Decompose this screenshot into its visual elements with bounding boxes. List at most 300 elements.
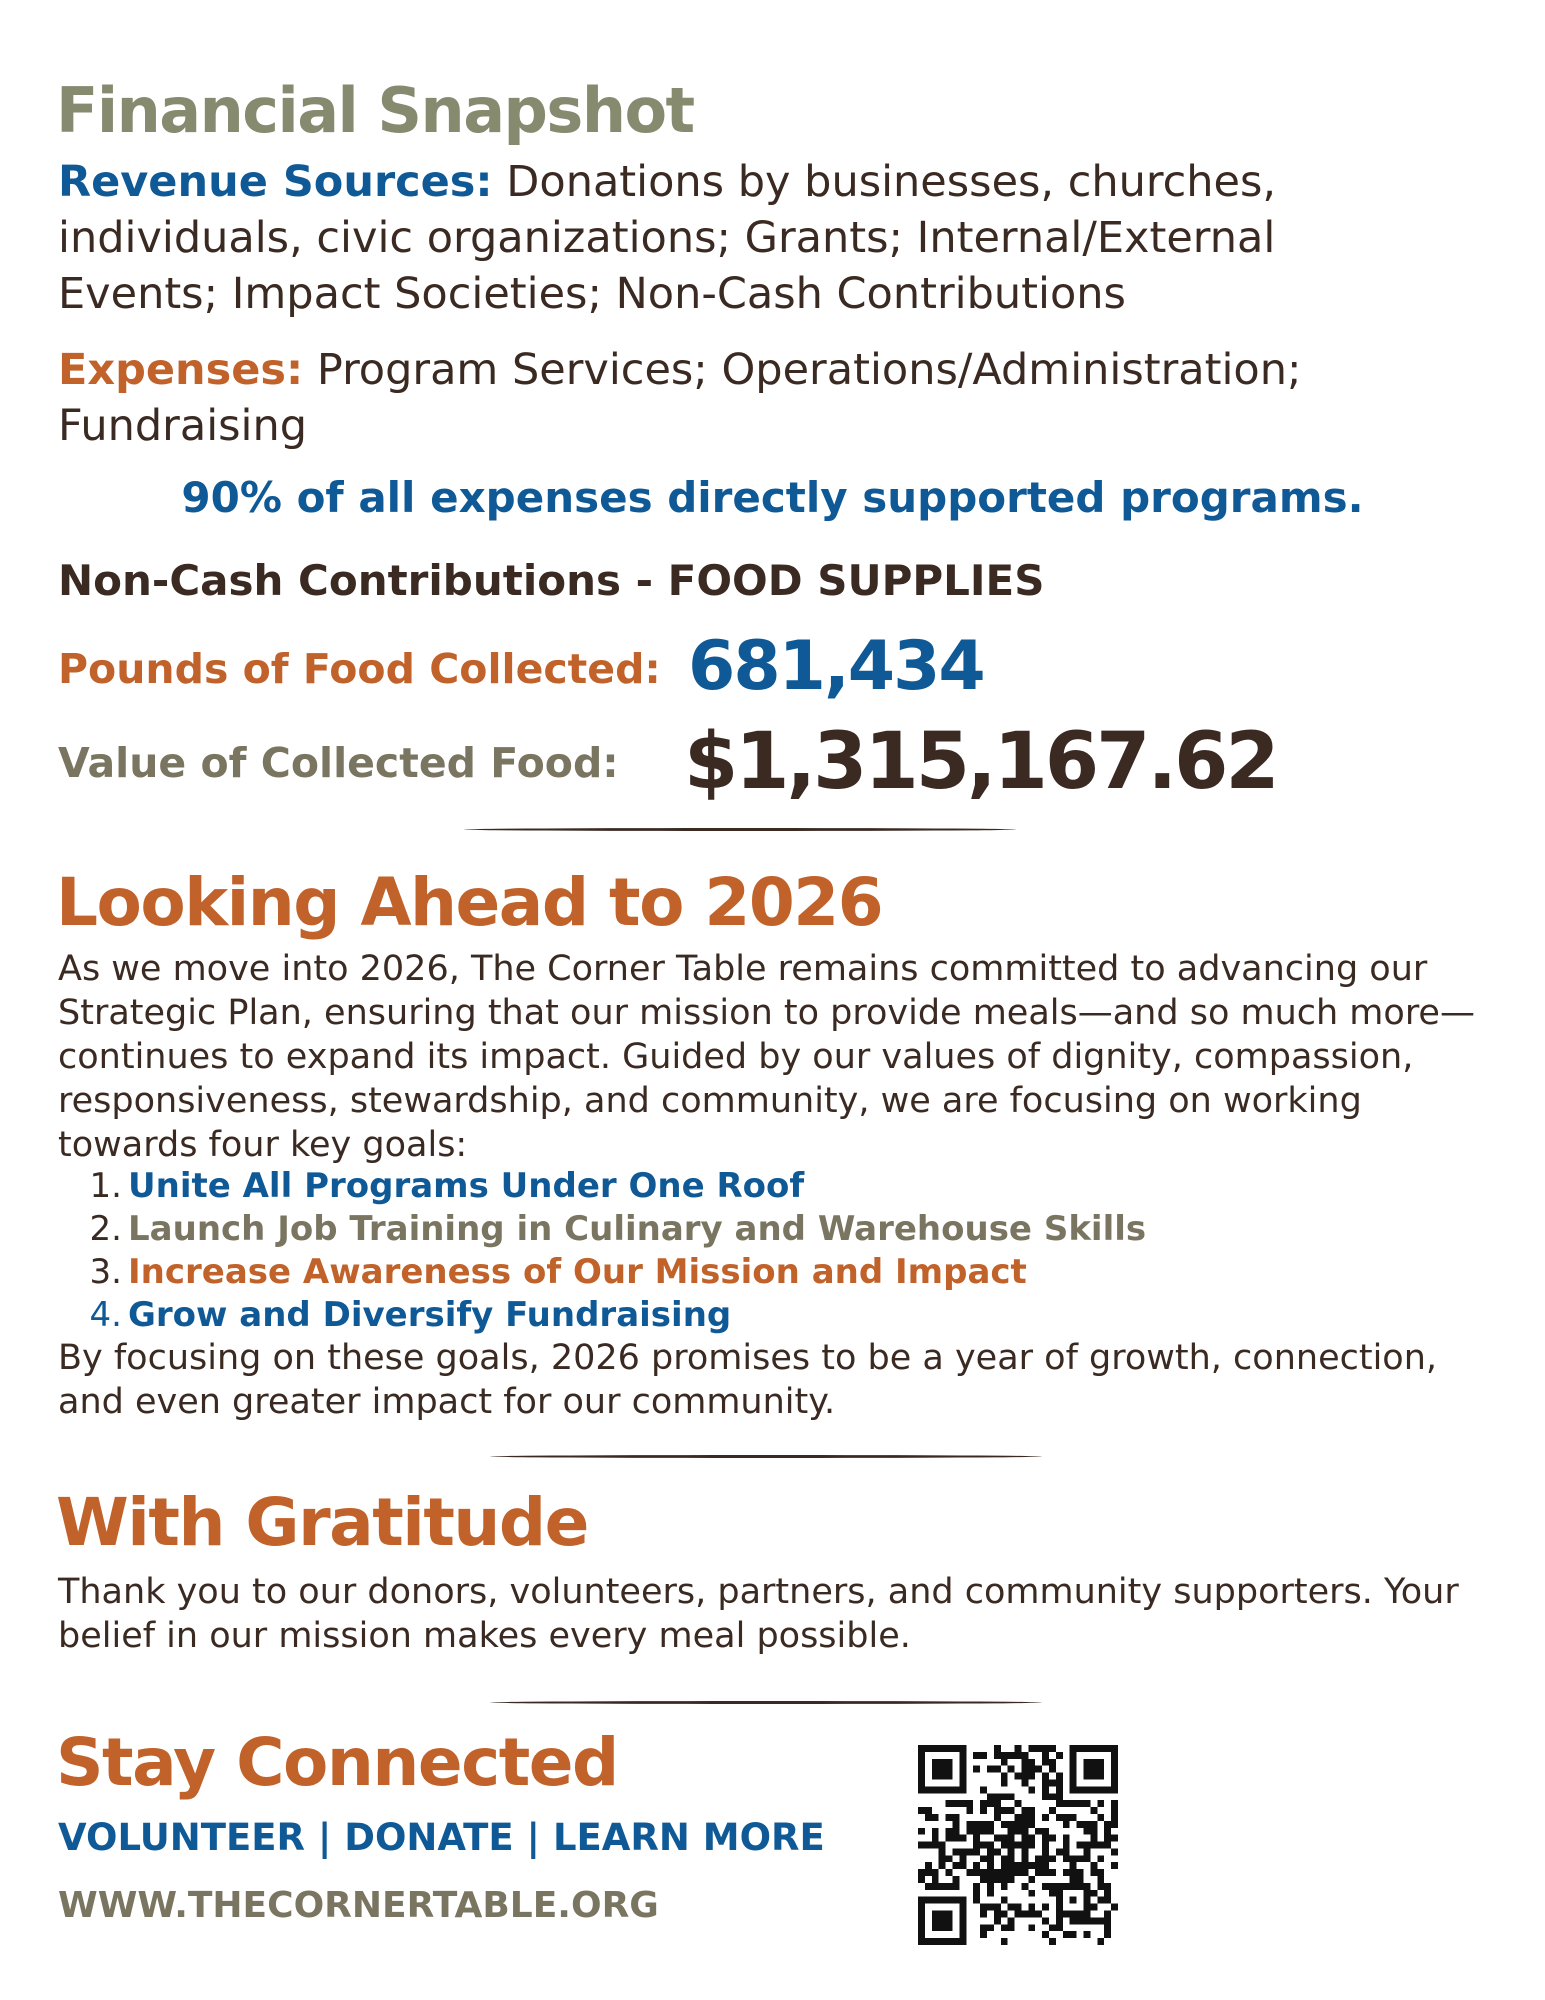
qr-module (1049, 1779, 1056, 1786)
expenses-label: Expenses: (58, 345, 304, 395)
qr-module (1035, 1828, 1042, 1835)
qr-module (1035, 1745, 1042, 1752)
website-url[interactable]: WWW.THECORNERTABLE.ORG (58, 1885, 659, 1926)
qr-module (987, 1869, 994, 1876)
qr-module (1077, 1869, 1084, 1876)
looking-ahead-intro: As we move into 2026, The Corner Table remains committed to advancing our Strategic Plan, ensuring that our mission to provide meals—and so much more—continues to expand its impact. Guided by our values of dignity, compassion, responsiveness, stewardship, and community, we are focusing on working towards four key goals: (58, 949, 1475, 1165)
qr-module (1042, 1931, 1049, 1938)
qr-module (1049, 1869, 1056, 1876)
qr-module (987, 1876, 994, 1883)
gratitude-text: Thank you to our donors, volunteers, partners, and community supporters. Your belief in our mission makes every meal possible. (58, 1572, 1459, 1656)
qr-module (1008, 1862, 1015, 1869)
qr-module (1001, 1876, 1008, 1883)
qr-module (1070, 1862, 1077, 1869)
qr-module (1021, 1821, 1028, 1828)
qr-module (1056, 1786, 1063, 1793)
qr-module (1111, 1848, 1118, 1855)
qr-module (1049, 1807, 1056, 1814)
qr-module (1021, 1862, 1028, 1869)
qr-module (1008, 1869, 1015, 1876)
qr-module (1021, 1759, 1028, 1766)
qr-module (932, 1869, 939, 1876)
goal-number: 1. (89, 1166, 122, 1206)
qr-module (973, 1766, 980, 1773)
qr-module (973, 1883, 980, 1890)
qr-module (1015, 1821, 1022, 1828)
qr-module (1084, 1931, 1091, 1938)
qr-module (1028, 1773, 1035, 1780)
qr-module (973, 1890, 980, 1897)
qr-module (1056, 1773, 1063, 1780)
qr-module (1035, 1766, 1042, 1773)
qr-module (1049, 1883, 1056, 1890)
qr-module (987, 1924, 994, 1931)
qr-module (1063, 1814, 1070, 1821)
qr-module (1049, 1759, 1056, 1766)
qr-module (980, 1924, 987, 1931)
qr-module (1070, 1876, 1077, 1883)
qr-module (987, 1821, 994, 1828)
qr-module (1001, 1752, 1008, 1759)
qr-module (1021, 1814, 1028, 1821)
qr-module (925, 1883, 932, 1890)
goal-number: 3. (89, 1252, 122, 1292)
qr-module (1111, 1835, 1118, 1842)
qr-module (1028, 1745, 1035, 1752)
qr-module (966, 1869, 973, 1876)
qr-module (980, 1821, 987, 1828)
qr-module (1001, 1759, 1008, 1766)
qr-module (1042, 1917, 1049, 1924)
qr-module (1084, 1828, 1091, 1835)
qr-module (1090, 1917, 1097, 1924)
qr-module (1097, 1897, 1104, 1904)
qr-module (973, 1862, 980, 1869)
qr-module (994, 1835, 1001, 1842)
qr-module (925, 1869, 932, 1876)
goals-list (80, 1165, 1146, 1337)
qr-module (1021, 1807, 1028, 1814)
qr-module (1001, 1911, 1008, 1918)
qr-module (952, 1814, 959, 1821)
section-divider (490, 1455, 1042, 1458)
qr-module (1021, 1883, 1028, 1890)
qr-module (987, 1862, 994, 1869)
qr-module (1084, 1821, 1091, 1828)
qr-module (1111, 1821, 1118, 1828)
qr-module (918, 1876, 925, 1883)
expenses-text: Program Services; Operations/Administration; Fundraising (58, 345, 1302, 451)
qr-module (1042, 1848, 1049, 1855)
gratitude-title: With Gratitude (56, 1484, 588, 1561)
qr-module (932, 1814, 939, 1821)
qr-module (987, 1890, 994, 1897)
qr-module (1063, 1835, 1070, 1842)
qr-module (939, 1883, 946, 1890)
qr-module (1042, 1904, 1049, 1911)
qr-module (1049, 1793, 1056, 1800)
qr-module (959, 1835, 966, 1842)
qr-module (1049, 1745, 1056, 1752)
qr-module (973, 1869, 980, 1876)
qr-module (1008, 1766, 1015, 1773)
qr-module (1001, 1773, 1008, 1780)
qr-module (1090, 1890, 1097, 1897)
qr-module (1042, 1752, 1049, 1759)
qr-module (1070, 1917, 1077, 1924)
qr-module (1008, 1842, 1015, 1849)
qr-module (1021, 1911, 1028, 1918)
qr-module (1015, 1904, 1022, 1911)
qr-module (1049, 1938, 1056, 1945)
qr-module (994, 1917, 1001, 1924)
qr-module (925, 1814, 932, 1821)
qr-module (1001, 1793, 1008, 1800)
qr-module (1063, 1869, 1070, 1876)
looking-ahead-title: Looking Ahead to 2026 (56, 864, 883, 941)
qr-module (1104, 1828, 1111, 1835)
qr-module (987, 1800, 994, 1807)
qr-module (932, 1759, 953, 1780)
qr-module (1042, 1786, 1049, 1793)
qr-module (1084, 1848, 1091, 1855)
qr-module (1042, 1862, 1049, 1869)
qr-module (980, 1828, 987, 1835)
qr-module (1084, 1917, 1091, 1924)
qr-module (1056, 1924, 1063, 1931)
qr-module (1021, 1848, 1028, 1855)
goal-item (80, 1294, 1146, 1337)
qr-module (1015, 1911, 1022, 1918)
qr-module (1028, 1890, 1035, 1897)
qr-module (1015, 1814, 1022, 1821)
pounds-collected-label: Pounds of Food Collected: (58, 645, 661, 693)
qr-module (1042, 1883, 1049, 1890)
qr-module (939, 1842, 946, 1849)
qr-module (1028, 1807, 1035, 1814)
qr-module (1077, 1821, 1084, 1828)
qr-module (994, 1904, 1001, 1911)
qr-module (973, 1848, 980, 1855)
qr-module (1049, 1855, 1056, 1862)
qr-module (973, 1752, 980, 1759)
qr-module (987, 1904, 994, 1911)
qr-module (1008, 1752, 1015, 1759)
qr-module (946, 1855, 953, 1862)
qr-module (1028, 1814, 1035, 1821)
qr-module (1049, 1890, 1056, 1897)
qr-module (1070, 1931, 1077, 1938)
qr-module (973, 1897, 980, 1904)
qr-module (1056, 1779, 1063, 1786)
qr-module (1021, 1869, 1028, 1876)
qr-module (1097, 1869, 1104, 1876)
qr-module (1001, 1842, 1008, 1849)
qr-module (1015, 1752, 1022, 1759)
qr-module (1063, 1821, 1070, 1828)
qr-module (932, 1835, 939, 1842)
qr-module (1063, 1842, 1070, 1849)
qr-module (1001, 1869, 1008, 1876)
qr-module (932, 1876, 939, 1883)
qr-module (1021, 1773, 1028, 1780)
qr-module (1049, 1766, 1056, 1773)
qr-module (1021, 1855, 1028, 1862)
qr-module (1104, 1835, 1111, 1842)
qr-module (1111, 1800, 1118, 1807)
qr-code-icon[interactable] (918, 1745, 1118, 1945)
qr-module (966, 1848, 973, 1855)
qr-module (994, 1800, 1001, 1807)
qr-module (994, 1814, 1001, 1821)
qr-module (1070, 1814, 1077, 1821)
qr-module (952, 1828, 959, 1835)
qr-module (973, 1835, 980, 1842)
qr-module (1063, 1855, 1070, 1862)
qr-module (1056, 1814, 1063, 1821)
qr-module (1097, 1800, 1104, 1807)
qr-module (959, 1848, 966, 1855)
qr-module (925, 1842, 932, 1849)
qr-module (1097, 1842, 1104, 1849)
qr-module (1008, 1848, 1015, 1855)
qr-module (959, 1800, 966, 1807)
qr-module (1001, 1855, 1008, 1862)
qr-module (966, 1828, 973, 1835)
qr-module (1001, 1924, 1008, 1931)
qr-module (1021, 1766, 1028, 1773)
qr-module (1084, 1759, 1105, 1780)
qr-module (946, 1869, 953, 1876)
qr-module (1056, 1848, 1063, 1855)
qr-module (1070, 1800, 1077, 1807)
qr-module (1042, 1842, 1049, 1849)
qr-module (1001, 1938, 1008, 1945)
qr-module (959, 1862, 966, 1869)
qr-module (994, 1876, 1001, 1883)
qr-module (980, 1807, 987, 1814)
qr-module (1042, 1745, 1049, 1752)
qr-module (1015, 1800, 1022, 1807)
qr-module (1090, 1842, 1097, 1849)
expenses-paragraph (58, 342, 1438, 454)
qr-module (959, 1855, 966, 1862)
qr-module (1090, 1904, 1097, 1911)
qr-module (1042, 1779, 1049, 1786)
qr-module (1070, 1855, 1077, 1862)
goal-text: Grow and Diversify Fundraising (128, 1295, 732, 1335)
qr-module (1097, 1876, 1104, 1883)
qr-module (994, 1911, 1001, 1918)
qr-module (932, 1842, 939, 1849)
qr-module (1028, 1766, 1035, 1773)
qr-module (1097, 1814, 1104, 1821)
program-expense-highlight: 90% of all expenses directly supported programs. (181, 473, 1364, 522)
qr-module (980, 1931, 987, 1938)
qr-module (1028, 1835, 1035, 1842)
qr-module (980, 1904, 987, 1911)
qr-module (1015, 1773, 1022, 1780)
qr-module (1008, 1917, 1015, 1924)
qr-module (1111, 1862, 1118, 1869)
qr-module (1063, 1931, 1070, 1938)
qr-module (1077, 1876, 1084, 1883)
goal-item (80, 1165, 1146, 1208)
qr-module (1090, 1828, 1097, 1835)
qr-module (918, 1807, 925, 1814)
qr-module (1056, 1800, 1063, 1807)
qr-module (952, 1848, 959, 1855)
qr-module (1028, 1904, 1035, 1911)
qr-module (1028, 1821, 1035, 1828)
qr-module (1008, 1793, 1015, 1800)
qr-module (918, 1842, 925, 1849)
qr-module (1035, 1911, 1042, 1918)
qr-module (980, 1842, 987, 1849)
qr-module (987, 1828, 994, 1835)
qr-module (980, 1911, 987, 1918)
qr-module (952, 1883, 959, 1890)
qr-module (1084, 1855, 1091, 1862)
qr-module (1042, 1814, 1049, 1821)
qr-module (1035, 1855, 1042, 1862)
qr-module (1111, 1814, 1118, 1821)
goal-item (80, 1208, 1146, 1251)
qr-module (1001, 1779, 1008, 1786)
qr-module (1021, 1828, 1028, 1835)
qr-module (1090, 1821, 1097, 1828)
qr-module (987, 1793, 994, 1800)
qr-module (1015, 1745, 1022, 1752)
qr-module (1049, 1924, 1056, 1931)
qr-module (1104, 1890, 1111, 1897)
qr-module (980, 1855, 987, 1862)
qr-module (1021, 1835, 1028, 1842)
section-divider (464, 828, 1016, 831)
qr-module (1042, 1828, 1049, 1835)
qr-module (1028, 1759, 1035, 1766)
qr-module (994, 1848, 1001, 1855)
qr-module (1104, 1917, 1111, 1924)
qr-module (980, 1876, 987, 1883)
qr-module (987, 1855, 994, 1862)
qr-module (1090, 1807, 1097, 1814)
qr-module (1077, 1842, 1084, 1849)
qr-module (1001, 1897, 1008, 1904)
qr-module (1104, 1924, 1111, 1931)
qr-module (1028, 1842, 1035, 1849)
goal-text: Launch Job Training in Culinary and Warehouse Skills (128, 1209, 1147, 1249)
goal-number: 4. (89, 1295, 122, 1335)
qr-module (1097, 1917, 1104, 1924)
qr-module (939, 1862, 946, 1869)
qr-module (1056, 1917, 1063, 1924)
qr-module (1070, 1869, 1077, 1876)
qr-module (946, 1883, 953, 1890)
qr-module (1104, 1883, 1111, 1890)
qr-module (1063, 1848, 1070, 1855)
qr-module (1042, 1773, 1049, 1780)
qr-module (1015, 1828, 1022, 1835)
goal-text: Increase Awareness of Our Mission and Impact (128, 1252, 1027, 1292)
qr-module (1042, 1759, 1049, 1766)
qr-module (1090, 1869, 1097, 1876)
qr-module (994, 1752, 1001, 1759)
qr-module (932, 1883, 939, 1890)
qr-module (1104, 1842, 1111, 1849)
qr-module (1042, 1855, 1049, 1862)
qr-module (987, 1766, 994, 1773)
qr-module (1008, 1876, 1015, 1883)
goal-text: Unite All Programs Under One Roof (128, 1166, 805, 1206)
qr-module (980, 1786, 987, 1793)
qr-module (1084, 1842, 1091, 1849)
qr-module (1077, 1855, 1084, 1862)
qr-module (932, 1828, 939, 1835)
qr-module (1028, 1924, 1035, 1931)
qr-module (980, 1752, 987, 1759)
qr-module (1015, 1842, 1022, 1849)
qr-module (918, 1869, 925, 1876)
revenue-sources-text: Donations by businesses, churches, individuals, civic organizations; Grants; Internal/External Events; Impact Societies; Non-Cash Contributions (58, 157, 1277, 319)
qr-module (1104, 1897, 1111, 1904)
qr-module (1111, 1904, 1118, 1911)
qr-module (946, 1835, 953, 1842)
qr-module (925, 1807, 932, 1814)
qr-module (966, 1800, 973, 1807)
qr-module (1063, 1800, 1070, 1807)
qr-module (1015, 1862, 1022, 1869)
qr-module (980, 1869, 987, 1876)
qr-module (1008, 1904, 1015, 1911)
qr-module (980, 1800, 987, 1807)
qr-module (1042, 1869, 1049, 1876)
qr-module (925, 1862, 932, 1869)
qr-module (1035, 1862, 1042, 1869)
qr-module (1021, 1752, 1028, 1759)
qr-module (987, 1842, 994, 1849)
qr-module (1001, 1883, 1008, 1890)
qr-module (1104, 1931, 1111, 1938)
qr-module (1097, 1883, 1104, 1890)
qr-module (1042, 1835, 1049, 1842)
qr-module (1090, 1835, 1097, 1842)
qr-module (994, 1807, 1001, 1814)
qr-module (973, 1821, 980, 1828)
qr-module (1028, 1786, 1035, 1793)
qr-module (946, 1814, 953, 1821)
qr-module (946, 1800, 953, 1807)
qr-module (946, 1828, 953, 1835)
qr-module (973, 1828, 980, 1835)
qr-module (1008, 1821, 1015, 1828)
qr-module (966, 1807, 973, 1814)
qr-module (1042, 1793, 1049, 1800)
pounds-collected-value: 681,434 (688, 627, 984, 706)
revenue-sources-paragraph (58, 154, 1438, 322)
qr-module (1070, 1897, 1077, 1904)
qr-module (1097, 1938, 1104, 1945)
non-cash-heading: Non-Cash Contributions - FOOD SUPPLIES (58, 556, 1045, 605)
action-links[interactable]: VOLUNTEER | DONATE | LEARN MORE (58, 1816, 825, 1859)
qr-module (1028, 1862, 1035, 1869)
food-value-amount: $1,315,167.62 (684, 717, 1277, 807)
qr-module (1104, 1821, 1111, 1828)
qr-module (994, 1745, 1001, 1752)
qr-module (1084, 1800, 1091, 1807)
qr-module (994, 1766, 1001, 1773)
qr-module (994, 1793, 1001, 1800)
